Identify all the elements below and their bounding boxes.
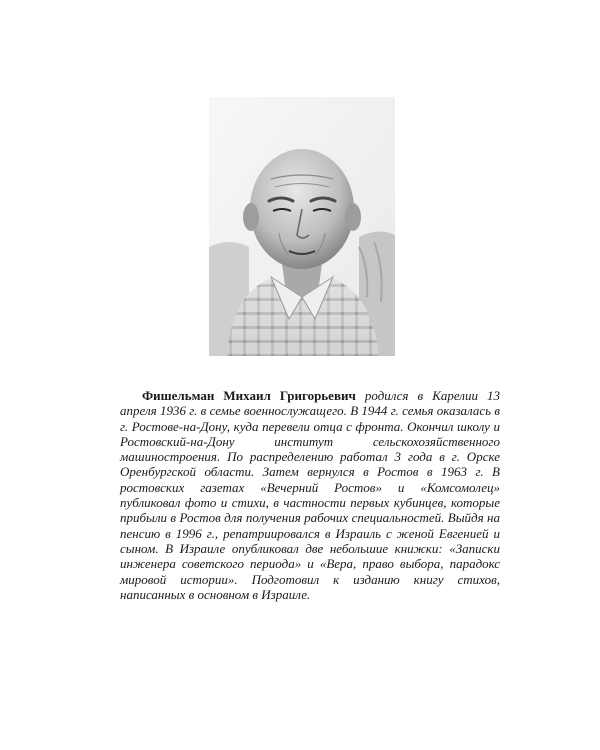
author-portrait-photo xyxy=(209,97,395,356)
author-name: Фишельман Михаил Григорьевич xyxy=(142,388,356,403)
biography-text: родился в Карелии 13 апреля 1936 г. в семье военнослужащего. В 1944 г. семья оказалась в г. Ростове-на-Дону, куда перевели отца с фронта. Окончил школу и Ростовский-на-Дону институт сельскохозяйственного машиностроения. По распределению работал 3 года в г. Орске Оренбургской области. Затем вернулся в Ростов в 1963 г. В ростовских газетах «Вечерний Ростов» и «Комсомолец» публиковал фото и стихи, в частности первых кубинцев, которые прибыли в Ростов для получения рабочих специальностей. Выйдя на пенсию в 1996 г., репатриировался в Израиль с женой Евгенией и сыном. В Израиле опубликовал две небольшие книжки: «Записки инженера советского периода» и «Вера, право выбора, парадокс мировой истории». Подготовил к изданию книгу стихов, написанных в основном в Израиле. xyxy=(120,388,501,602)
portrait-illustration xyxy=(209,97,395,356)
author-biography xyxy=(120,388,500,602)
